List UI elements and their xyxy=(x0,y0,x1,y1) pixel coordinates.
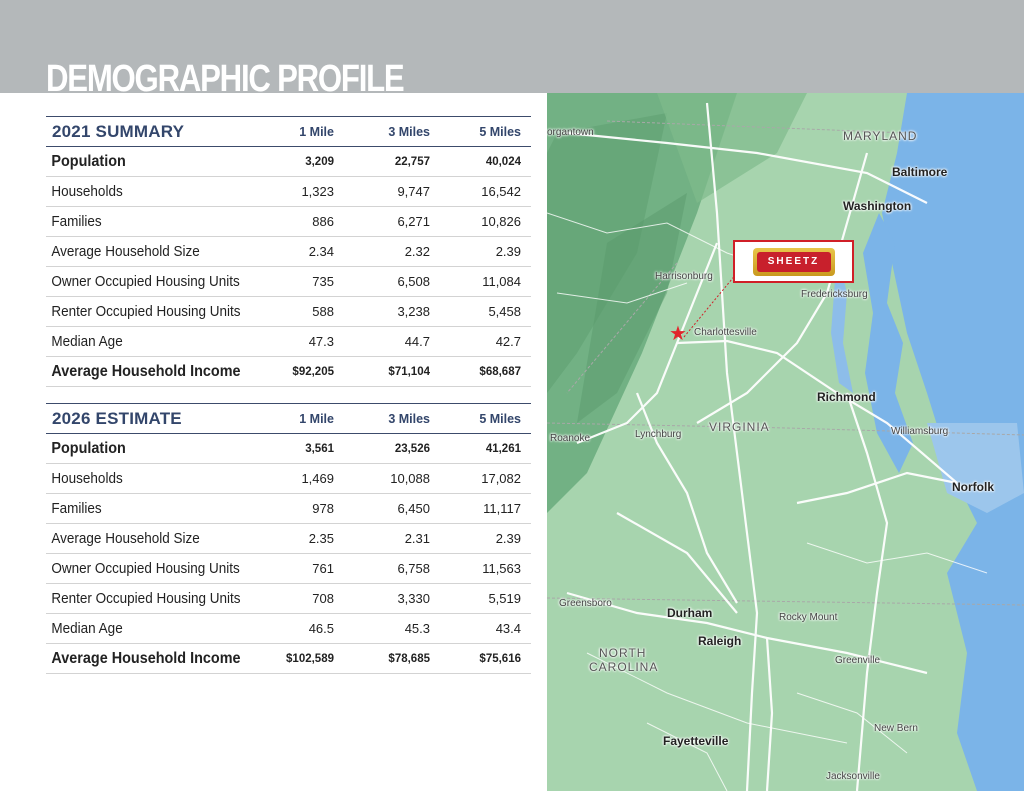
cell-value: 3,330 xyxy=(397,591,430,606)
cell-value: $71,104 xyxy=(388,365,430,378)
row-label: Average Household Size xyxy=(51,243,200,260)
cell-value: 22,757 xyxy=(394,155,430,168)
map-city-label: Greenville xyxy=(835,655,881,666)
table-row xyxy=(46,267,531,297)
cell-value: 2.31 xyxy=(404,531,430,546)
location-map xyxy=(547,93,1024,791)
cell-value: 588 xyxy=(312,304,334,319)
table-row xyxy=(46,177,531,207)
cell-value: 978 xyxy=(312,501,334,516)
cell-value: 1,323 xyxy=(301,184,334,199)
map-city-label: Williamsburg xyxy=(891,426,949,437)
map-state-label: CAROLINA xyxy=(589,660,659,674)
cell-value: 10,826 xyxy=(481,214,521,229)
cell-value: 47.3 xyxy=(308,334,334,349)
map-state-label: MARYLAND xyxy=(843,129,918,143)
cell-value: $92,205 xyxy=(292,365,334,378)
map-city-label: New Bern xyxy=(874,723,918,734)
map-city-label: Norfolk xyxy=(952,480,994,494)
summary-2021-table xyxy=(46,116,531,387)
page-title: DEMOGRAPHIC PROFILE xyxy=(46,58,404,100)
table-title: 2026 ESTIMATE xyxy=(52,408,182,428)
row-label: Households xyxy=(51,470,123,487)
row-label: Median Age xyxy=(51,620,123,637)
sheetz-logo-text: SHEETZ xyxy=(757,252,831,272)
cell-value: 3,209 xyxy=(305,155,334,168)
map-background xyxy=(547,93,1024,791)
cell-value: 45.3 xyxy=(404,621,430,636)
cell-value: 5,458 xyxy=(488,304,521,319)
table-row xyxy=(46,584,531,614)
row-label: Owner Occupied Housing Units xyxy=(51,560,240,577)
cell-value: 2.34 xyxy=(308,244,334,259)
row-label: Families xyxy=(51,213,102,230)
table-row xyxy=(46,554,531,584)
cell-value: 23,526 xyxy=(394,442,430,455)
cell-value: 42.7 xyxy=(495,334,521,349)
cell-value: 5,519 xyxy=(488,591,521,606)
map-city-label: Washington xyxy=(843,199,912,213)
table-header xyxy=(46,116,531,147)
row-label: Renter Occupied Housing Units xyxy=(51,303,241,320)
map-city-label: Lynchburg xyxy=(635,429,682,440)
map-city-label: Baltimore xyxy=(892,165,948,179)
table-title: 2021 SUMMARY xyxy=(52,121,185,141)
cell-value: 3,561 xyxy=(305,442,334,455)
row-label: Renter Occupied Housing Units xyxy=(51,590,241,607)
cell-value: 2.39 xyxy=(495,244,521,259)
cell-value: 6,271 xyxy=(397,214,430,229)
row-label: Households xyxy=(51,183,123,200)
cell-value: 886 xyxy=(312,214,334,229)
cell-value: 6,758 xyxy=(397,561,430,576)
map-city-label: Jacksonville xyxy=(826,771,880,782)
row-label: Average Household Income xyxy=(51,649,241,667)
map-city-label: Harrisonburg xyxy=(655,271,713,282)
cell-value: 46.5 xyxy=(308,621,334,636)
table-row xyxy=(46,614,531,644)
map-city-label: Greensboro xyxy=(559,598,612,609)
column-header-1-mile: 1 Mile xyxy=(299,411,334,426)
cell-value: 6,450 xyxy=(397,501,430,516)
row-label: Families xyxy=(51,500,102,517)
cell-value: 9,747 xyxy=(397,184,430,199)
cell-value: 16,542 xyxy=(481,184,521,199)
table-row xyxy=(46,524,531,554)
row-label: Owner Occupied Housing Units xyxy=(51,273,240,290)
cell-value: 40,024 xyxy=(485,155,521,168)
map-city-label: organtown xyxy=(547,127,594,138)
map-city-label: Fredericksburg xyxy=(801,289,868,300)
cell-value: 17,082 xyxy=(481,471,521,486)
estimate-2026-table xyxy=(46,403,531,674)
cell-value: $75,616 xyxy=(479,652,521,665)
cell-value: 6,508 xyxy=(397,274,430,289)
map-state-label: VIRGINIA xyxy=(709,420,770,434)
table-row xyxy=(46,464,531,494)
row-label: Average Household Income xyxy=(51,362,241,380)
cell-value: 11,117 xyxy=(483,501,521,516)
cell-value: 708 xyxy=(312,591,334,606)
row-label: Population xyxy=(51,439,126,457)
cell-value: 1,469 xyxy=(301,471,334,486)
map-state-label: NORTH xyxy=(599,646,647,660)
table-row xyxy=(46,237,531,267)
cell-value: 735 xyxy=(312,274,334,289)
map-city-label: Roanoke xyxy=(550,433,591,444)
table-row xyxy=(46,434,531,464)
map-city-label: Rocky Mount xyxy=(779,612,838,623)
cell-value: $68,687 xyxy=(479,365,521,378)
demographic-tables xyxy=(46,116,531,674)
column-header-3-miles: 3 Miles xyxy=(388,411,430,426)
table-row xyxy=(46,297,531,327)
cell-value: 10,088 xyxy=(390,471,430,486)
table-row xyxy=(46,357,531,387)
cell-value: 2.32 xyxy=(404,244,430,259)
row-label: Median Age xyxy=(51,333,123,350)
table-row xyxy=(46,327,531,357)
sheetz-logo-callout xyxy=(733,240,854,283)
table-header xyxy=(46,403,531,434)
column-header-3-miles: 3 Miles xyxy=(388,124,430,139)
map-city-label: Richmond xyxy=(817,390,876,404)
row-label: Population xyxy=(51,152,126,170)
column-header-1-mile: 1 Mile xyxy=(299,124,334,139)
map-city-label: Durham xyxy=(667,606,713,620)
cell-value: 761 xyxy=(312,561,334,576)
sheetz-logo xyxy=(753,248,835,276)
cell-value: 41,261 xyxy=(485,442,521,455)
row-label: Average Household Size xyxy=(51,530,200,547)
site-location-star-icon: ★ xyxy=(669,323,687,345)
cell-value: 3,238 xyxy=(397,304,430,319)
cell-value: 11,084 xyxy=(482,274,521,289)
table-row xyxy=(46,207,531,237)
table-row xyxy=(46,644,531,674)
cell-value: 11,563 xyxy=(482,561,521,576)
cell-value: $78,685 xyxy=(388,652,430,665)
cell-value: 44.7 xyxy=(404,334,430,349)
cell-value: 2.35 xyxy=(308,531,334,546)
table-row xyxy=(46,147,531,177)
column-header-5-miles: 5 Miles xyxy=(479,411,521,426)
map-city-label: Raleigh xyxy=(698,634,742,648)
map-city-label: Charlottesville xyxy=(694,327,757,338)
table-row xyxy=(46,494,531,524)
column-header-5-miles: 5 Miles xyxy=(479,124,521,139)
cell-value: $102,589 xyxy=(286,652,334,665)
cell-value: 43.4 xyxy=(495,621,521,636)
cell-value: 2.39 xyxy=(495,531,521,546)
map-city-label: Fayetteville xyxy=(663,734,729,748)
